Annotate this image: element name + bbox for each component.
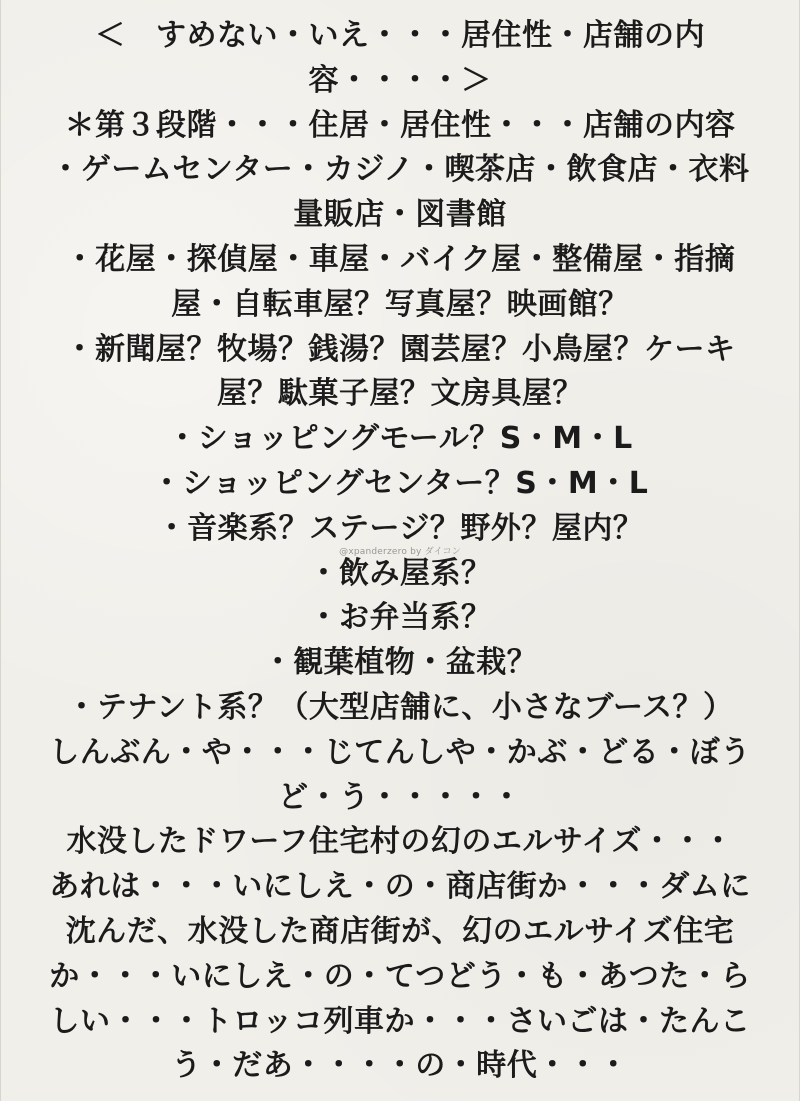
memo-line: ＊第３段階・・・住居・居住性・・・店舗の内容 bbox=[64, 107, 736, 143]
memo-line: う・だあ・・・・の・時代・・・ bbox=[171, 1048, 629, 1084]
memo-line: ・ショッピングモール？S・M・L bbox=[167, 421, 633, 457]
memo-line: しい・・・トロッコ列車か・・・さいごは・たんこ bbox=[49, 1003, 751, 1039]
memo-line: 屋？駄菓子屋？文房具屋？ bbox=[217, 376, 583, 412]
memo-line: ・テナント系？（大型店舗に、小さなブース？） bbox=[66, 689, 734, 725]
memo-line: ・ゲームセンター・カジノ・喫茶店・飲食店・衣料 bbox=[50, 152, 750, 188]
memo-line: か・・・いにしえ・の・てつどう・も・あつた・ら bbox=[49, 958, 751, 994]
memo-line: 沈んだ、水没した商店街が、幻のエルサイズ住宅 bbox=[65, 913, 735, 949]
watermark: @xpanderzero by ダイコン bbox=[339, 547, 461, 557]
memo-line: 量販店・図書館 bbox=[293, 197, 507, 233]
memo-line: ・音楽系？ステージ？野外？屋内？ bbox=[156, 510, 644, 546]
memo-line: ・新聞屋？牧場？銭湯？園芸屋？小鳥屋？ケーキ bbox=[64, 331, 736, 367]
memo-line: あれは・・・いにしえ・の・商店街か・・・ダムに bbox=[49, 869, 751, 905]
memo-line: 屋・自転車屋？写真屋？映画館？ bbox=[171, 286, 629, 322]
memo-line: ・花屋・探偵屋・車屋・バイク屋・整備屋・指摘 bbox=[64, 241, 736, 277]
memo-line: 容・・・・＞ bbox=[308, 62, 492, 98]
memo-line: 水没したドワーフ住宅村の幻のエルサイズ・・・ bbox=[66, 824, 734, 860]
memo-line: ・ショッピングセンター？S・M・L bbox=[151, 465, 649, 501]
memo-line: ど・う・・・・・ bbox=[278, 779, 522, 815]
memo-line: ・お弁当系？ bbox=[308, 600, 492, 636]
memo-line: しんぶん・や・・・じてんしや・かぶ・どる・ぼう bbox=[49, 734, 751, 770]
memo-line: ・観葉植物・盆栽？ bbox=[262, 645, 538, 681]
memo-line: ＜ すめない・いえ・・・居住性・店舗の内 bbox=[95, 18, 705, 53]
memo-line: ・飲み屋系？ bbox=[308, 555, 492, 591]
